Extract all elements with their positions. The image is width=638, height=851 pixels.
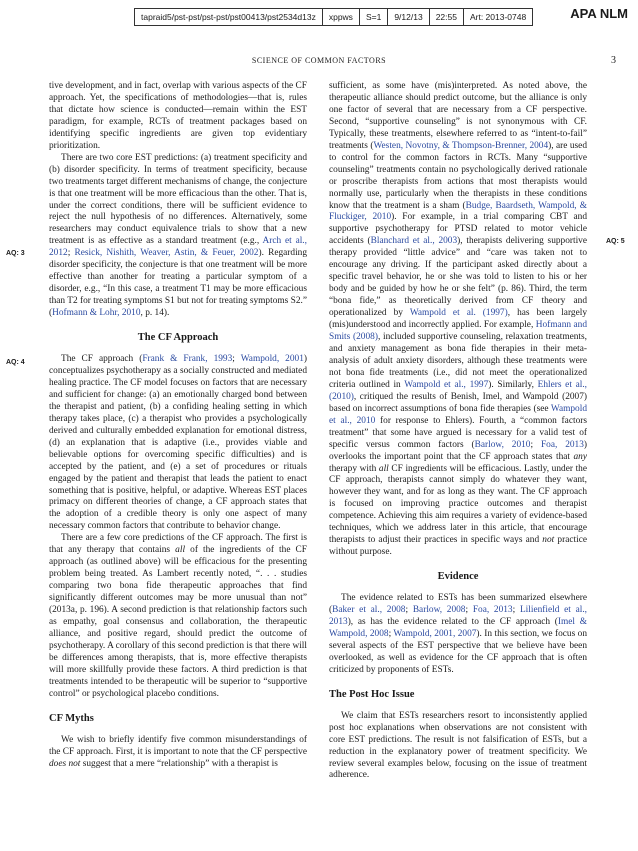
slug-stage: S=1 bbox=[360, 9, 388, 25]
emphasis: all bbox=[175, 545, 186, 556]
text: , critiqued the results of Benish, Imel, and Wampold (2007) based on incorrect assumptions of bona fide therapies (see bbox=[329, 391, 587, 414]
slug-system: xppws bbox=[323, 9, 360, 25]
text: , has been largely (mis)understood and incorrectly applied. For example, bbox=[329, 308, 587, 331]
paragraph bbox=[329, 711, 587, 783]
paragraph bbox=[49, 533, 307, 700]
section-heading: The Post Hoc Issue bbox=[329, 688, 415, 700]
text: ; bbox=[530, 439, 541, 450]
slug-path: tapraid5/pst-pst/pst-pst/pst00413/pst2534d13z bbox=[135, 9, 323, 25]
citation-link[interactable]: Hofmann & Lohr, 2010 bbox=[52, 308, 141, 319]
citation-link[interactable]: Barlow, 2010 bbox=[474, 439, 531, 450]
text: CF ingredients will be efficacious. Lastly, under the CF approach, therapists cannot simply do whatever they want, however they want, and for as long as they want. The CF approach is focused on improving practice outcomes and therapist competence. Achieving this aim requires a variety of evidence-based techniques, which we address later in this article, that encourage therapists to adjust their practices in specific ways and bbox=[329, 463, 587, 546]
section-heading: CF Myths bbox=[49, 712, 94, 724]
citation-link[interactable]: Westen, Novotny, & Thompson-Brenner, 2004 bbox=[373, 140, 549, 151]
text: We claim that ESTs researchers resort to inconsistently applied post hoc explanations when observations are not consistent with core EST predictions. The result is not falsification of ESTs, but a reduction in the explanatory power of treatment specificity. We review several examples below, focusing on the issue of treatment adherence. bbox=[329, 710, 587, 781]
text: ) conceptualizes psychotherapy as a socially constructed and mediated healing practice. The CF model focuses on factors that are necessary and sufficient for change: (a) an emotionally charged bond between the therapist and patient, (b) a confiding healing setting in which therapy takes place, (c) a therapist who provides a psychologically derived and culturally embedded explanation for emotional distress, (d) an explanation that is adaptive (i.e., provides viable and believable options for overcoming specific difficulties) and is accepted by the patient, and (e) a set of procedures or rituals engaged by the patient and therapist that leads the patient to enact something that is positive, helpful, or adaptive. Whereas EST places primacy on different theories of change, a CF approach states that the adoption of a credible theory is only one aspect of many necessary common factors that contribute to behavior change. bbox=[49, 354, 307, 532]
query-marker-aq5: AQ: 5 bbox=[606, 238, 625, 245]
text: The evidence related to ESTs has been summarized elsewhere ( bbox=[329, 593, 587, 616]
text: ), are used to control for the common factors in RCTs. Many “supportive counseling” treatments contain no psychologically derived rationale or proscribe therapists from actions that most therapists would normally use, particularly when the therapists in these conditions know that the treatment is a sham ( bbox=[329, 140, 587, 211]
citation-link[interactable]: Budge, Baardseth, Wampold, & Fluckiger, 2010 bbox=[329, 200, 588, 223]
citation-link[interactable]: Wampold et al. (1997) bbox=[409, 308, 508, 319]
query-marker-aq3: AQ: 3 bbox=[6, 250, 25, 257]
citation-link[interactable]: Foa, 2013 bbox=[540, 439, 584, 450]
citation-link[interactable]: Barlow, 2008 bbox=[412, 605, 466, 616]
paragraph bbox=[49, 81, 307, 153]
text: for response to Ehlers). Fourth, a “common factors treatment” that some have argued is necessary for a valid test of specific versus common factors ( bbox=[329, 415, 587, 450]
emphasis: any bbox=[573, 451, 587, 462]
citation-link[interactable]: Baker et al., 2008 bbox=[332, 605, 406, 616]
citation-link[interactable]: Resick, Nishith, Weaver, Astin, & Feuer, 2002 bbox=[74, 248, 259, 259]
text: ). Regarding disorder specificity, the conjecture is that one treatment will be more effective than another for treating a particular symptom of a disorder, e.g., “In this case, a treatment T1 may be more efficacious than T2 for treating symptoms S1 but not for treating symptoms S2.” ( bbox=[49, 248, 308, 319]
text: ; bbox=[465, 605, 473, 616]
text: ), as has the evidence related to the CF approach ( bbox=[347, 616, 558, 627]
text: practice without purpose. bbox=[329, 535, 587, 558]
text: of the ingredients of the CF approach (as outlined above) will be efficacious for the presenting problem being treated. As Lambert recently noted, “. . . studies comparing two bona fide therapeutic approaches that find significantly different outcomes may be more unusual than not” (2013a, p. 196). A second prediction is that relationship factors such as empathy, goal consensus and collaboration, the therapeutic alliance, and positive regard, should predict the outcome of psychotherapy. A corollary of this second prediction is that there will be differences among therapists, that is, more effective therapists will more skillfully provide these factors. A third prediction is that treatments intended to be therapeutic will be superior to “supportive control” or psychological placebo conditions. bbox=[49, 545, 307, 699]
citation-link[interactable]: Wampold, 2001 bbox=[240, 354, 304, 365]
page-number: 3 bbox=[611, 55, 616, 66]
citation-link[interactable]: Arch et al., 2012 bbox=[49, 236, 307, 259]
paragraph bbox=[49, 354, 307, 533]
slug-article: Art: 2013-0748 bbox=[469, 12, 527, 22]
citation-link[interactable]: Wampold, 2001, 2007 bbox=[393, 628, 477, 639]
section-heading: Evidence bbox=[437, 571, 479, 583]
text: suggest that a mere “relationship” with a therapist is bbox=[80, 758, 278, 769]
citation-link[interactable]: Lilienfield et al., 2013 bbox=[329, 605, 588, 627]
right-column bbox=[329, 81, 587, 782]
text: We wish to briefly identify five common misunderstandings of the CF approach. First, it is important to note that the CF perspective bbox=[49, 734, 307, 757]
text: ). In this section, we focus on several aspects of the EST perspective that we believe have been overlooked, as well as evidence for the CF approach that is often criticized by proponents of ESTs. bbox=[329, 628, 587, 675]
text: tive development, and in fact, overlap with various aspects of the CF approach. Yet, the specifications of methodologies—that is, rules that dictate how science is conducted—remain within the EST paradigm, for example, RCTs of treatment packages based on identifying specific ingredients are given top evidentiary prioritization. bbox=[49, 81, 307, 151]
text: ; bbox=[512, 605, 520, 616]
text: There are a few core predictions of the CF approach. The first is that any therapy that contains bbox=[49, 533, 307, 556]
citation-link[interactable]: Wampold et al., 1997 bbox=[404, 379, 489, 390]
slug-time: 22:55 bbox=[430, 9, 464, 25]
slug-date: 9/12/13 bbox=[388, 9, 429, 25]
emphasis: all bbox=[378, 463, 389, 474]
running-head: SCIENCE OF COMMON FACTORS bbox=[251, 56, 387, 65]
section-heading: The CF Approach bbox=[137, 332, 219, 344]
citation-link[interactable]: Hofmann and Smits (2008) bbox=[329, 320, 587, 343]
citation-link[interactable]: Imel & Wampold, 2008 bbox=[329, 616, 587, 639]
text: ). Similarly, bbox=[488, 379, 538, 390]
text: ). For example, in a trial comparing CBT and supportive psychotherapy for PTSD related to motor vehicle accidents ( bbox=[329, 212, 588, 247]
paragraph bbox=[49, 153, 307, 320]
text: There are two core EST predictions: (a) treatment specificity and (b) disorder specificity. In terms of treatment specificity, because two treatments target different mechanisms of change, the conjecture is that one treatment will be more efficacious than the other. That is, under the correct conditions, there will be sufficient evidence to reject the null hypothesis of no differences. Alternatively, some researchers may conduct equivalence trials to show that a new treatment is as effective as a standard treatment (e.g., bbox=[49, 152, 307, 247]
paragraph bbox=[49, 735, 307, 771]
text: The CF approach ( bbox=[61, 354, 143, 365]
text: , included supportive counseling, relaxation treatments, and anxiety management as bona fide therapies in their meta-analysis of adult anxiety disorders, although these treatments were not bona fide treatments (i.e., did not meet the operationalized criteria outlined in bbox=[329, 332, 587, 390]
citation-link[interactable]: Blanchard et al., 2003 bbox=[370, 236, 458, 247]
citation-link[interactable]: Foa, 2013 bbox=[472, 605, 513, 616]
text: , p. 14). bbox=[140, 308, 170, 319]
citation-link[interactable]: Wampold et al., 2010 bbox=[329, 403, 587, 426]
text: sufficient, as some have (mis)interpreted. As noted above, the therapeutic alliance should predict outcome, but the alliance is only one factor of several that are necessary from a CF perspective. Second, “supportive counseling” is not synonymous with CF. Typically, these treatments, elsewhere referred to as “intent-to-fail” treatments ( bbox=[329, 81, 587, 151]
paragraph bbox=[329, 593, 587, 677]
citation-link[interactable]: Ehlers et al., (2010) bbox=[329, 379, 588, 402]
citation-link[interactable]: Frank & Frank, 1993 bbox=[142, 354, 233, 365]
production-slug bbox=[134, 8, 533, 26]
paragraph bbox=[329, 81, 587, 559]
left-column bbox=[49, 81, 307, 770]
query-marker-aq4: AQ: 4 bbox=[6, 359, 25, 366]
text: ; bbox=[232, 354, 241, 365]
text: therapy with bbox=[329, 463, 379, 474]
text: ) overlooks the important point that the CF approach states that bbox=[329, 439, 588, 462]
emphasis: not bbox=[542, 535, 555, 546]
emphasis: does not bbox=[49, 758, 81, 769]
journal-label: APA NLM bbox=[570, 6, 628, 21]
text: ; bbox=[405, 605, 413, 616]
text: ; bbox=[67, 248, 75, 259]
text: ), therapists delivering supportive therapy provided “little advice” and “care was taken not to encourage any driving. If the participant asked directly about a specific travel behavior, he or she was told to listen to his or her body and be guided by how he or she felt” (p. 86). Third, the term “bona fide,” as theoretically derived from CF theory and operationalized by bbox=[329, 236, 588, 319]
text: ; bbox=[388, 628, 394, 639]
